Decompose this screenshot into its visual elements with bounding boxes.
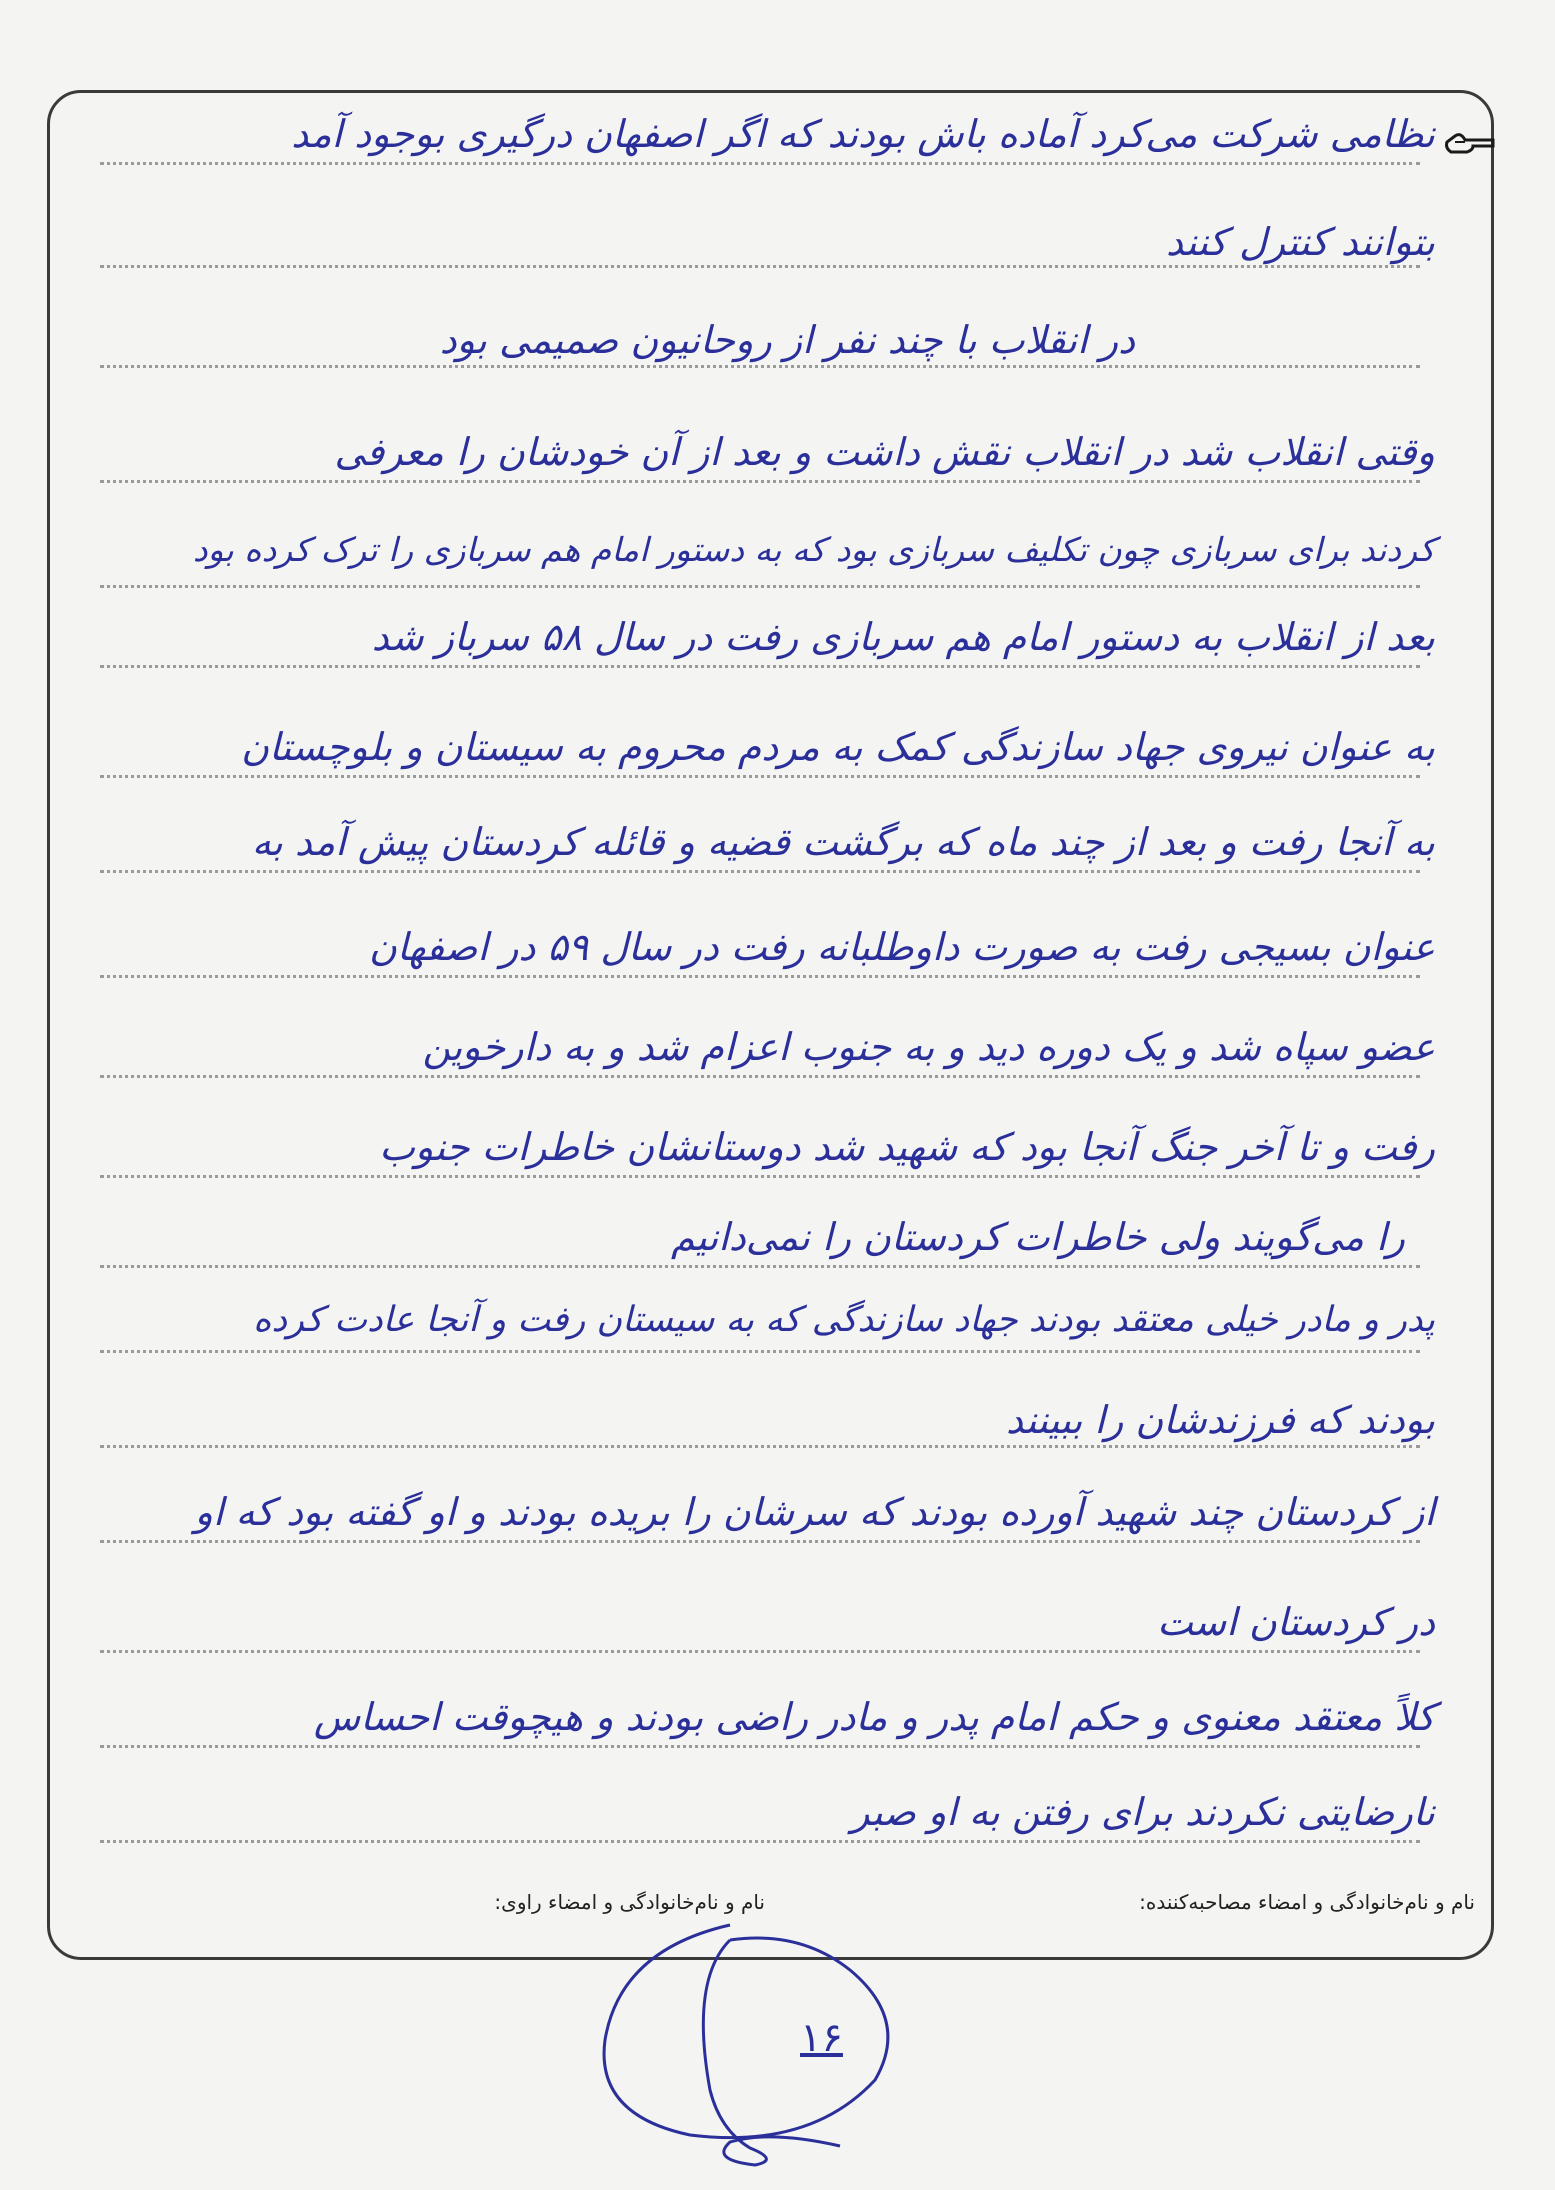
handwritten-line: وقتی انقلاب شد در انقلاب نقش داشت و بعد از آن خودشان را معرفی bbox=[334, 430, 1435, 474]
ruled-line bbox=[100, 1350, 1420, 1353]
handwritten-line: به آنجا رفت و بعد از چند ماه که برگشت قضیه و قائله کردستان پیش آمد به bbox=[251, 820, 1435, 864]
handwritten-line: در انقلاب با چند نفر از روحانیون صمیمی بود bbox=[439, 318, 1135, 362]
handwritten-line: نظامی شرکت می‌کرد آماده باش بودند که اگر اصفهان درگیری بوجود آمد bbox=[291, 112, 1435, 156]
ruled-line bbox=[100, 975, 1420, 978]
handwritten-line: به عنوان نیروی جهاد سازندگی کمک به مردم محروم به سیستان و بلوچستان bbox=[241, 725, 1435, 769]
ruled-line bbox=[100, 665, 1420, 668]
handwritten-line: بتوانند کنترل کنند bbox=[1166, 220, 1435, 264]
handwritten-line: بعد از انقلاب به دستور امام هم سربازی رفت در سال ۵۸ سرباز شد bbox=[371, 615, 1435, 659]
handwritten-line: رفت و تا آخر جنگ آنجا بود که شهید شد دوستانشان خاطرات جنوب bbox=[379, 1125, 1435, 1169]
interviewer-signature-label: نام و نام‌خانوادگی و امضاء مصاحبه‌کننده: bbox=[1139, 1890, 1475, 1914]
handwritten-line: را می‌گویند ولی خاطرات کردستان را نمی‌دانیم bbox=[670, 1215, 1405, 1259]
pointing-hand-icon bbox=[1443, 128, 1495, 158]
ruled-line bbox=[100, 265, 1420, 268]
handwritten-line: بودند که فرزندشان را ببینند bbox=[1005, 1398, 1435, 1442]
handwritten-line: عضو سپاه شد و یک دوره دید و به جنوب اعزام شد و به دارخوین bbox=[422, 1025, 1435, 1069]
narrator-signature-label: نام و نام‌خانوادگی و امضاء راوی: bbox=[494, 1890, 765, 1914]
ruled-line bbox=[100, 365, 1420, 368]
handwritten-line: کردند برای سربازی چون تکلیف سربازی بود که به دستور امام هم سربازی را ترک کرده بود bbox=[192, 530, 1435, 569]
ruled-line bbox=[100, 585, 1420, 588]
ruled-line bbox=[100, 1175, 1420, 1178]
ruled-line bbox=[100, 1540, 1420, 1543]
ruled-line bbox=[100, 775, 1420, 778]
ruled-line bbox=[100, 162, 1420, 165]
ruled-line bbox=[100, 1650, 1420, 1653]
handwritten-line: در کردستان است bbox=[1157, 1600, 1435, 1644]
handwritten-line: پدر و مادر خیلی معتقد بودند جهاد سازندگی که به سیستان رفت و آنجا عادت کرده bbox=[253, 1300, 1435, 1340]
ruled-line bbox=[100, 1075, 1420, 1078]
handwritten-line: نارضایتی نکردند برای رفتن به او صبر bbox=[851, 1790, 1435, 1834]
page-number: ۱۶ bbox=[800, 2015, 843, 2061]
ruled-line bbox=[100, 1445, 1420, 1448]
ruled-line bbox=[100, 1745, 1420, 1748]
handwritten-line: عنوان بسیجی رفت به صورت داوطلبانه رفت در سال ۵۹ در اصفهان bbox=[369, 925, 1435, 969]
ruled-line bbox=[100, 1265, 1420, 1268]
ruled-line bbox=[100, 870, 1420, 873]
signature bbox=[580, 1910, 910, 2170]
handwritten-line: کلاً معتقد معنوی و حکم امام پدر و مادر راضی بودند و هیچوقت احساس bbox=[313, 1695, 1435, 1739]
handwritten-line: از کردستان چند شهید آورده بودند که سرشان را بریده بودند و او گفته بود که او bbox=[194, 1490, 1435, 1534]
ruled-line bbox=[100, 1840, 1420, 1843]
ruled-line bbox=[100, 480, 1420, 483]
